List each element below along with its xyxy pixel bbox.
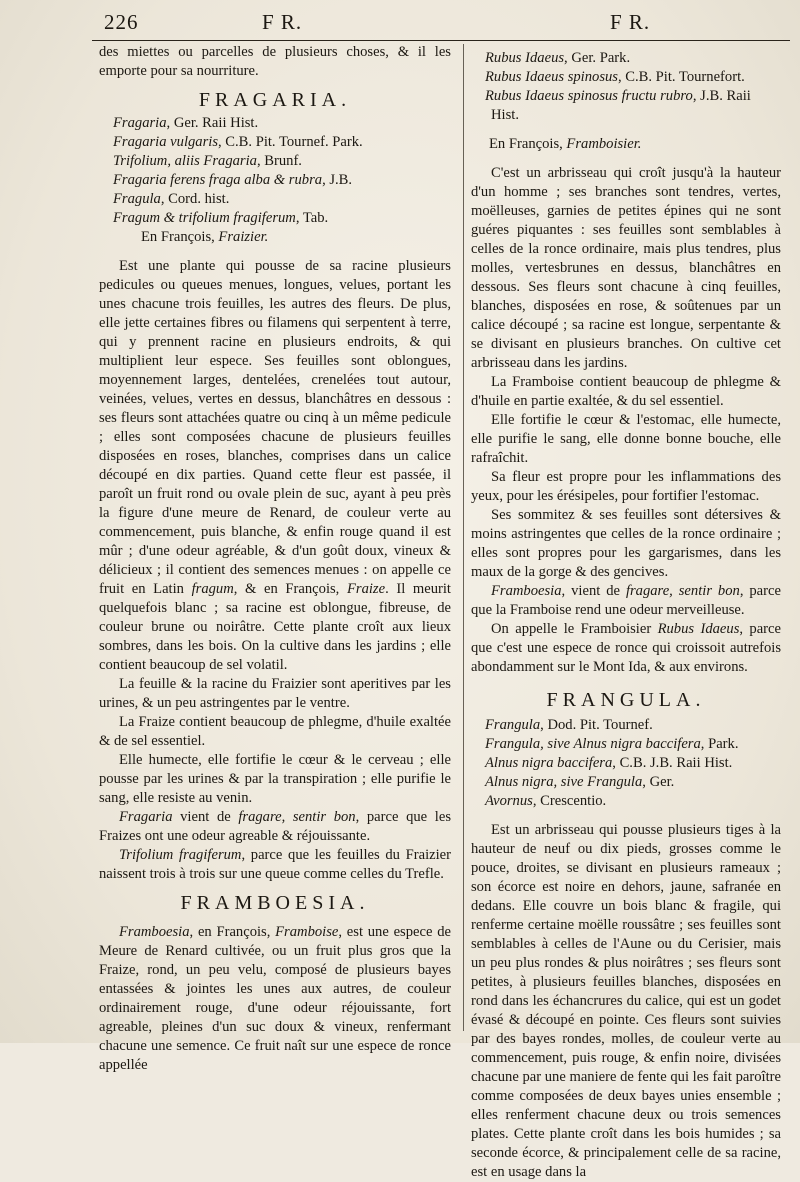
paragraph: Fragaria vient de fragare, sentir bon, parce que les Fraizes ont une odeur agreable & réjouissante. <box>99 809 451 844</box>
section-title-fragaria: FRAGARIA. <box>198 89 352 111</box>
synonym-list-frangula <box>471 716 781 811</box>
synonym-list-fragaria <box>99 114 451 228</box>
synonym-entry: Rubus Idaeus, Ger. Park. <box>485 50 631 66</box>
synonym-entry: Trifolium, aliis Fragaria, Brunf. <box>113 153 302 169</box>
synonym-entry: Frangula, Dod. Pit. Tournef. <box>485 717 653 733</box>
synonym-entry: Fragum & trifolium fragiferum, Tab. <box>113 210 329 226</box>
page-number: 226 <box>104 10 139 34</box>
paragraph: Est un arbrisseau qui pousse plusieurs tiges à la hauteur de neuf ou dix pieds, grosses comme le pouce, droites, se divisant en plusieurs rameaux ; son écorce est noire en dehors, jaune, safranée en dedans. Elle couvre un bois blanc & fragile, qui renferme certaine moëlle roussâtre ; ses feuilles sont semblables à celles de l'Aune ou du Cerisier, mais un peu plus rondes & plus noirâtres ; ses fleurs sont petites, à plusieurs feuilles blanches, disposées en rond dans les échancrures du calice, qui est un godet évasé & découpé en pointe. Ces fleurs sont suivies par des bayes rondes, molles, de couleur verte au commencement, puis rouge, & enfin noire, divisées chacune par une maniere de fente qui les fait paroître comme composées de deux bayes unies ensemble ; elles renferment chacune deux ou trois semences plates. Cette plante croît dans les bois humides ; sa seconde écorce, & principalement celle de sa racine, est en usage dans la <box>471 822 781 1180</box>
paragraph: La Fraize contient beaucoup de phlegme, d'huile exaltée & de sel essentiel. <box>99 714 451 749</box>
paragraph: La feuille & la racine du Fraizier sont aperitives par les urines, & un peu astringentes par le ventre. <box>99 676 451 711</box>
french-name-line: En François, Framboisier. <box>489 136 642 152</box>
paragraph: Elle fortifie le cœur & l'estomac, elle humecte, elle purifie le sang, elle donne bonne bouche, elle rafraîchit. <box>471 412 781 466</box>
running-head-right: F R. <box>610 10 651 34</box>
synonym-entry: Frangula, sive Alnus nigra baccifera, Park. <box>485 736 739 752</box>
paragraph: Elle humecte, elle fortifie le cœur & le cerveau ; elle pousse par les urines & par la transpiration ; elle purifie le sang, elle resiste au venin. <box>99 752 451 806</box>
paragraph: Trifolium fragiferum, parce que les feuilles du Fraizier naissent trois à trois sur une queue comme celles du Trefle. <box>99 847 451 882</box>
left-column <box>99 43 451 1075</box>
synonym-entry: Alnus nigra baccifera, C.B. J.B. Raii Hist. <box>485 755 733 771</box>
french-name-line: En François, Fraizier. <box>141 229 269 245</box>
synonym-entry: Rubus Idaeus spinosus, C.B. Pit. Tournefort. <box>485 69 745 85</box>
paragraph: Est une plante qui pousse de sa racine plusieurs pedicules ou queues menues, longues, velues, portant les unes chacune trois feuilles, les autres des fleurs. De plus, elle jette certaines fibres ou filamens qui serpentent à terre, qui y prennent racine en plusieurs endroits, & qui multiplient leur espece. Ses feuilles sont oblongues, moyennement larges, dentelées, crenelées tout autour, veinées, velues, vertes en dessus, blanchâtres en dessous : ses fleurs sont attachées quatre ou cinq à un même pedicule ; elles sont composées chacune de plusieurs feuilles disposées en roses, blanches, comprises dans un calice découpé en dix parties. Quand cette fleur est passée, il paroît un fruit rond ou ovale plein de suc, ayant à peu près la figure d'une meure de Renard, de couleur verte au commencement, puis blanche, & enfin rouge quand il est mûr ; d'une odeur agréable, & d'un goût doux, vineux & délicieux ; il contient des semences menues : on appelle ce fruit en Latin fragum, & en François, Fraize. Il meurit quelquefois blanc ; sa racine est oblongue, fibreuse, de couleur brune ou noirâtre. Cette plante croît aux lieux sombres, dans les bois. On la cultive dans les jardins ; elle contient beaucoup de sel volatil. <box>99 258 451 673</box>
column-divider <box>463 44 464 1031</box>
paragraph: On appelle le Framboisier Rubus Idaeus, parce que c'est une espece de ronce qui croissoit autrefois abondamment sur le Mont Ida, & aux environs. <box>471 621 782 675</box>
paragraph: Framboesia, en François, Framboise, est une espece de Meure de Renard cultivée, ou un fruit plus gros que la Fraize, rond, un peu velu, composé de plusieurs bayes entassées & jointes les unes aux autres, de couleur ordinairement rouge, d'une odeur réjouissante, fort agreable, pleines d'un suc doux & vineux, renfermant chacune une semence. Ce fruit naît sur une espece de ronce appellée <box>99 924 451 1073</box>
right-column <box>471 43 781 1182</box>
synonym-entry: Fragaria ferens fraga alba & rubra, J.B. <box>113 172 353 188</box>
paragraph: Ses sommitez & ses feuilles sont détersives & moins astringentes que celles de la ronce ordinaire ; elles sont propres pour les gargarismes, dans les maux de la gorge & des gencives. <box>471 507 781 580</box>
synonym-entry: Fragaria, Ger. Raii Hist. <box>113 115 259 131</box>
section-title-frangula: FRANGULA. <box>546 689 706 711</box>
paragraph: La Framboise contient beaucoup de phlegme & d'huile en partie exaltée, & du sel essentiel. <box>471 374 781 409</box>
paragraph: Framboesia, vient de fragare, sentir bon, parce que la Framboise rend une odeur merveilleuse. <box>471 583 781 618</box>
paragraph: C'est un arbrisseau qui croît jusqu'à la hauteur d'un homme ; ses branches sont tendres, vertes, moëlleuses, garnies de petites épines qui ne sont guéres piquantes : ses feuilles sont semblables à celles de la ronce ordinaire, mais plus tendres, plus molles, vertesbrunes en dessus, blanchâtres en dessous. Ses fleurs sont chacune à cinq feuilles, blanches, disposées en rose, & soûtenues par un calice découpé ; sa racine est longue, serpentante & se divisant en plusieurs branches. On cultive cet arbrisseau dans les jardins. <box>471 165 781 371</box>
header-rule <box>92 40 790 41</box>
synonym-entry: Fragula, Cord. hist. <box>113 191 230 207</box>
section-title-framboesia: FRAMBOESIA. <box>180 892 370 914</box>
synonym-entry: Rubus Idaeus spinosus fructu rubro, J.B. Raii Hist. <box>485 88 751 123</box>
synonym-entry: Avornus, Crescentio. <box>485 793 607 809</box>
running-head-left: F R. <box>262 10 303 34</box>
paragraph: Sa fleur est propre pour les inflammations des yeux, pour les érésipeles, pour fortifier l'estomac. <box>471 469 781 504</box>
synonym-list-rubus <box>471 49 781 125</box>
opening-text: des miettes ou parcelles de plusieurs choses, & il les emporte pour sa nourriture. <box>99 44 451 79</box>
synonym-entry: Fragaria vulgaris, C.B. Pit. Tournef. Park. <box>113 134 363 150</box>
synonym-entry: Alnus nigra, sive Frangula, Ger. <box>485 774 675 790</box>
